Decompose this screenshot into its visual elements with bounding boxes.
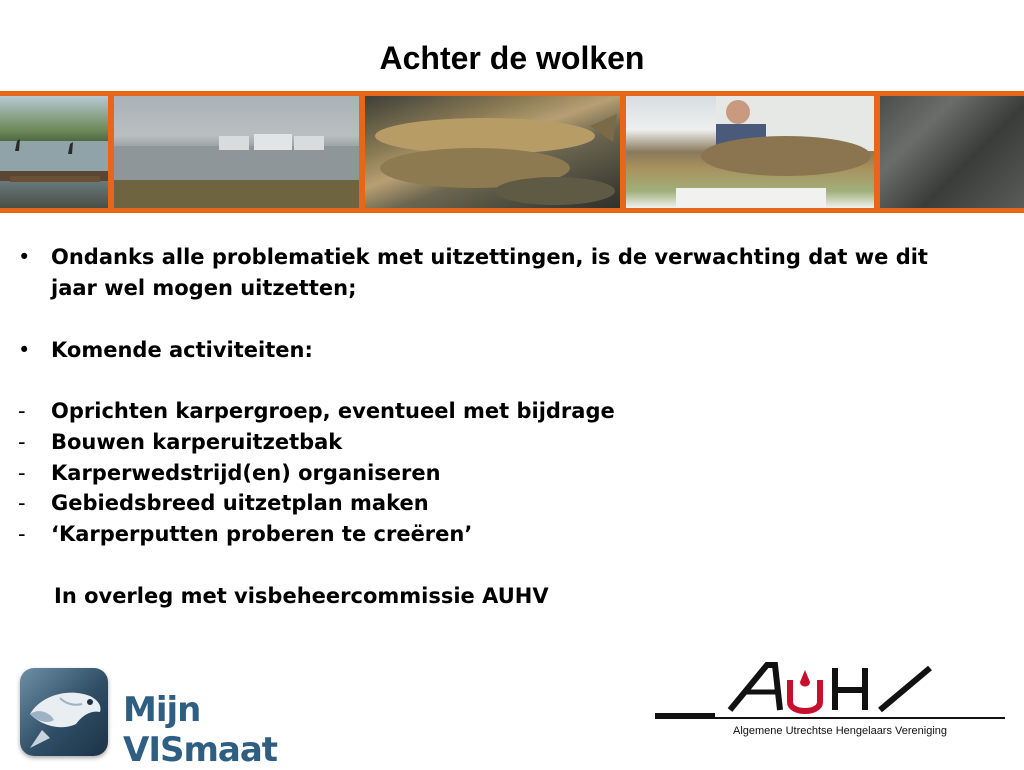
dash-marker: - — [18, 399, 26, 423]
bullet-item — [0, 242, 1000, 304]
water-surface-photo — [880, 96, 1024, 208]
slide-title: Achter de wolken — [379, 40, 645, 76]
activity-text: Oprichten karpergroep, eventueel met bijdrage — [51, 399, 615, 423]
dash-marker: - — [18, 522, 26, 546]
activity-text: Gebiedsbreed uitzetplan maken — [51, 491, 429, 515]
activity-text: ‘Karperputten proberen te creëren’ — [51, 522, 473, 546]
mijn-vismaat-logo — [20, 668, 365, 770]
dash-marker: - — [18, 491, 26, 515]
dash-marker: - — [18, 461, 26, 485]
angler-holding-carp-photo — [626, 96, 874, 208]
note-text: In overleg met visbeheercommissie AUHV — [54, 584, 549, 608]
lake-with-buildings-photo — [114, 96, 359, 208]
auhv-emblem — [655, 660, 1010, 722]
photo-strip — [0, 91, 1024, 213]
fish-app-icon — [20, 668, 108, 756]
activity-text: Bouwen karperuitzetbak — [51, 430, 343, 454]
brand-wordmark: Mijn VISmaat — [123, 690, 278, 770]
bullet-text: Ondanks alle problematiek met uitzettingen, is de verwachting dat we dit jaar wel mogen uitzetten; — [51, 245, 928, 300]
bullet-marker: • — [18, 338, 31, 362]
lake-with-heron-photo — [0, 96, 108, 208]
dash-marker: - — [18, 430, 26, 454]
auhv-logo — [655, 660, 1010, 750]
auhv-caption: Algemene Utrechtse Hengelaars Vereniging — [733, 725, 948, 737]
bullet-marker: • — [18, 245, 31, 269]
activity-text: Karperwedstrijd(en) organiseren — [51, 461, 441, 485]
carp-in-net-photo — [365, 96, 620, 208]
bullet-text: Komende activiteiten: — [51, 338, 313, 362]
